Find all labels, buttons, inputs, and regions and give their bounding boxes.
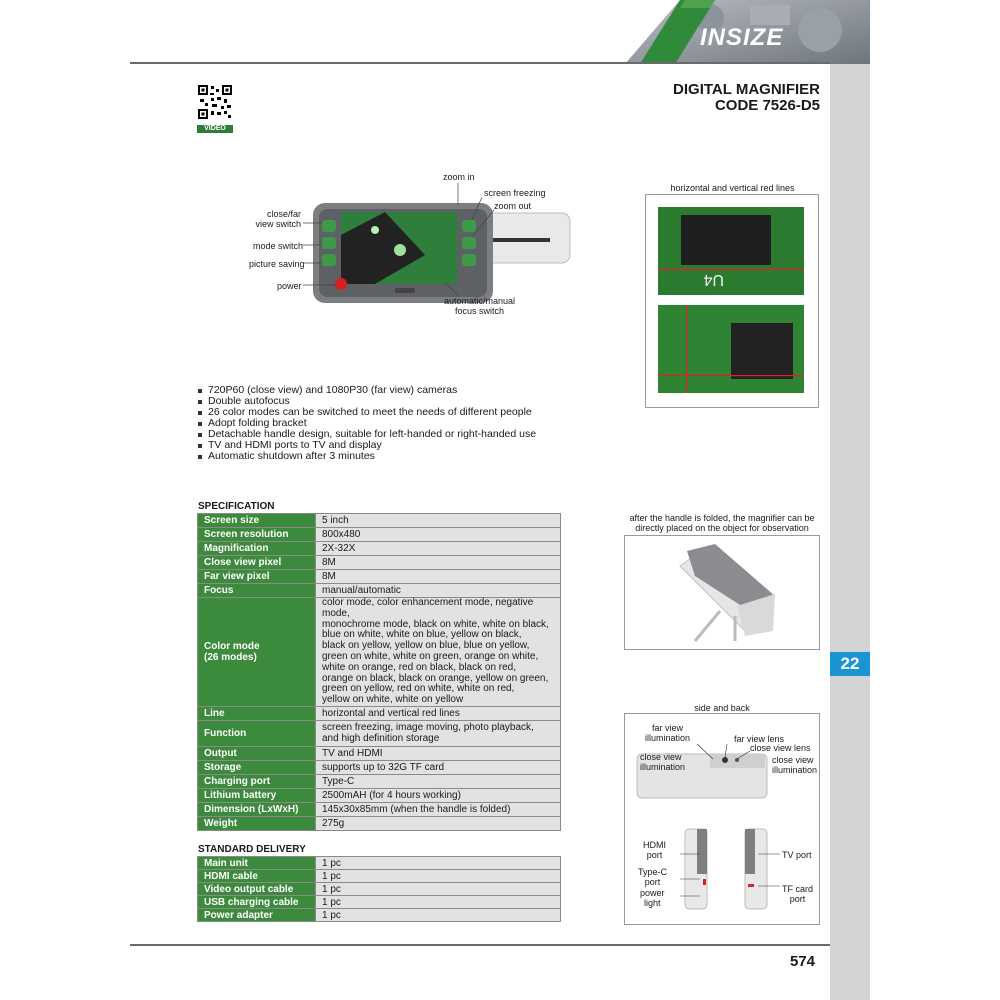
label-tf-card-port [782, 884, 813, 904]
spec-value: 2500mAH (for 4 hours working) [316, 788, 561, 802]
label-line: illumination [640, 762, 686, 772]
feature-text: Double autofocus [208, 395, 290, 407]
spec-value-line: and high definition storage [322, 733, 440, 745]
label-close-far [255, 209, 301, 229]
spec-key: Dimension (LxWxH) [198, 802, 316, 816]
spec-key: Screen resolution [198, 528, 316, 542]
bullet-icon [198, 422, 202, 426]
spec-key: Focus [198, 584, 316, 598]
spec-key: Line [198, 706, 316, 720]
label-zoom-in: zoom in [443, 172, 475, 182]
delivery-value: 1 pc [316, 896, 561, 909]
spec-value: 145x30x85mm (when the handle is folded) [316, 802, 561, 816]
spec-value-line: monochrome mode, black on white, white on black, [322, 618, 549, 630]
qr-code[interactable] [197, 84, 233, 132]
spec-value-line: color mode, color enhancement mode, negative mode, [322, 597, 534, 619]
label-close-far-1: close/far [266, 209, 301, 219]
delivery-key: HDMI cable [198, 870, 316, 883]
spec-value-line: screen freezing, image moving, photo playback, [322, 722, 534, 734]
spec-value-line: yellow on white, white on yellow [322, 694, 464, 706]
spec-value: 8M [316, 570, 561, 584]
spec-key: Screen size [198, 514, 316, 528]
spec-key: Storage [198, 760, 316, 774]
table-row [198, 857, 561, 870]
delivery-heading: STANDARD DELIVERY [198, 844, 306, 855]
table-row [198, 774, 561, 788]
label-line: far view [652, 723, 684, 733]
bullet-icon [198, 444, 202, 448]
label-line: close view [772, 755, 814, 765]
spec-value: 5 inch [316, 514, 561, 528]
qr-label: VIDEO [197, 125, 233, 133]
label-far-illumination [645, 723, 690, 743]
bullet-icon [198, 433, 202, 437]
label-screen-freezing: screen freezing [484, 188, 546, 198]
table-row [198, 584, 561, 598]
spec-key: Output [198, 746, 316, 760]
label-line: illumination [772, 765, 818, 775]
spec-key: Far view pixel [198, 570, 316, 584]
spec-key: Magnification [198, 542, 316, 556]
spec-key: Charging port [198, 774, 316, 788]
spec-value: 800x480 [316, 528, 561, 542]
spec-heading: SPECIFICATION [198, 501, 275, 512]
delivery-key: USB charging cable [198, 896, 316, 909]
spec-key-line: (26 modes) [204, 651, 257, 663]
spec-key-line: Color mode [204, 640, 260, 652]
label-line: port [646, 850, 663, 860]
table-row [198, 802, 561, 816]
label-line: power [640, 888, 665, 898]
folded-caption-line: after the handle is folded, the magnifier can be [629, 513, 815, 523]
feature-list [198, 385, 536, 462]
bullet-icon [198, 400, 202, 404]
label-line: Type-C [638, 867, 668, 877]
spec-key: Lithium battery [198, 788, 316, 802]
qr-icon [197, 84, 233, 120]
title-line2: CODE 7526-D5 [714, 97, 820, 114]
table-row [198, 816, 561, 830]
spec-value [316, 598, 561, 707]
red-lines-caption: horizontal and vertical red lines [670, 183, 795, 193]
label-zoom-out: zoom out [494, 201, 532, 211]
spec-value-line: blue on white, white on blue, yellow on black, [322, 629, 522, 641]
red-lines-photos [646, 195, 818, 407]
svg-text:U4: U4 [703, 271, 724, 288]
table-row [198, 788, 561, 802]
label-close-illumination-left [640, 752, 685, 772]
bullet-icon [198, 389, 202, 393]
table-row [198, 542, 561, 556]
label-auto-focus-1: automatic/manual [444, 296, 516, 306]
label-line: HDMI [643, 840, 666, 850]
delivery-value: 1 pc [316, 883, 561, 896]
label-far-lens: far view lens [734, 734, 785, 744]
spec-value-line: orange on black, black on orange, yellow on green, [322, 672, 549, 684]
spec-key: Function [198, 720, 316, 746]
delivery-value: 1 pc [316, 857, 561, 870]
label-close-lens: close view lens [750, 743, 811, 753]
feature-item [198, 451, 536, 462]
bullet-icon [198, 411, 202, 415]
page-number: 574 [790, 953, 816, 970]
header-rule [130, 62, 830, 64]
feature-text: 26 color modes can be switched to meet the needs of different people [208, 406, 532, 418]
feature-text: Automatic shutdown after 3 minutes [208, 450, 375, 462]
bullet-icon [198, 455, 202, 459]
spec-value: 275g [316, 816, 561, 830]
folded-caption-line: directly placed on the object for observation [635, 523, 809, 533]
table-row [198, 528, 561, 542]
table-row [198, 570, 561, 584]
spec-value: horizontal and vertical red lines [316, 706, 561, 720]
page-title [673, 82, 820, 114]
delivery-key: Power adapter [198, 909, 316, 922]
spec-value-line: white on orange, red on black, black on red, [322, 661, 517, 673]
delivery-key: Video output cable [198, 883, 316, 896]
folded-caption [624, 513, 820, 533]
label-close-illumination-right [772, 755, 817, 775]
label-power: power [277, 281, 302, 291]
delivery-table [197, 856, 561, 922]
feature-text: Detachable handle design, suitable for left-handed or right-handed use [208, 428, 537, 440]
label-typec-port [638, 867, 667, 887]
label-line: port [644, 877, 661, 887]
table-row [198, 909, 561, 922]
table-row [198, 598, 561, 707]
side-back-caption: side and back [694, 703, 750, 713]
spec-value: 8M [316, 556, 561, 570]
label-line: illumination [645, 733, 691, 743]
page-sidebar [830, 64, 870, 1000]
spec-value-line: green on white, white on green, orange on white, [322, 650, 539, 662]
label-line: port [789, 894, 806, 904]
feature-text: 720P60 (close view) and 1080P30 (far view) cameras [208, 384, 458, 396]
label-hdmi-port [643, 840, 666, 860]
folded-device-photo [625, 536, 819, 649]
label-line: close view [640, 752, 682, 762]
spec-value-line: green on yellow, red on white, white on red, [322, 683, 515, 695]
table-row [198, 746, 561, 760]
spec-value: manual/automatic [316, 584, 561, 598]
footer-rule [130, 944, 830, 946]
table-row [198, 556, 561, 570]
folded-frame [624, 535, 820, 650]
feature-text: TV and HDMI ports to TV and display [208, 439, 382, 451]
table-row [198, 706, 561, 720]
section-tab: 22 [830, 652, 870, 676]
delivery-key: Main unit [198, 857, 316, 870]
spec-key [198, 598, 316, 707]
label-line: TF card [782, 884, 814, 894]
label-close-far-2: view switch [255, 219, 301, 229]
table-row [198, 896, 561, 909]
brand-logo: INSIZE [700, 24, 784, 51]
spec-value: Type-C [316, 774, 561, 788]
title-line1: DIGITAL MAGNIFIER [673, 81, 820, 98]
label-power-light [640, 888, 665, 908]
delivery-value: 1 pc [316, 909, 561, 922]
spec-value: 2X-32X [316, 542, 561, 556]
spec-value: supports up to 32G TF card [316, 760, 561, 774]
label-auto-focus-2: focus switch [455, 306, 505, 316]
label-mode-switch: mode switch [253, 241, 304, 251]
red-lines-frame [645, 194, 819, 408]
spec-table [197, 513, 561, 831]
spec-value: TV and HDMI [316, 746, 561, 760]
spec-key: Weight [198, 816, 316, 830]
table-row [198, 760, 561, 774]
table-row [198, 883, 561, 896]
delivery-value: 1 pc [316, 870, 561, 883]
spec-value [316, 720, 561, 746]
table-row [198, 870, 561, 883]
label-line: light [644, 898, 661, 908]
table-row [198, 514, 561, 528]
device-leader-lines [300, 175, 580, 310]
label-picture-saving: picture saving [249, 259, 305, 269]
feature-text: Adopt folding bracket [208, 417, 307, 429]
label-tv-port: TV port [782, 850, 812, 860]
table-row [198, 720, 561, 746]
spec-key: Close view pixel [198, 556, 316, 570]
spec-value-line: black on yellow, yellow on blue, blue on yellow, [322, 640, 530, 652]
